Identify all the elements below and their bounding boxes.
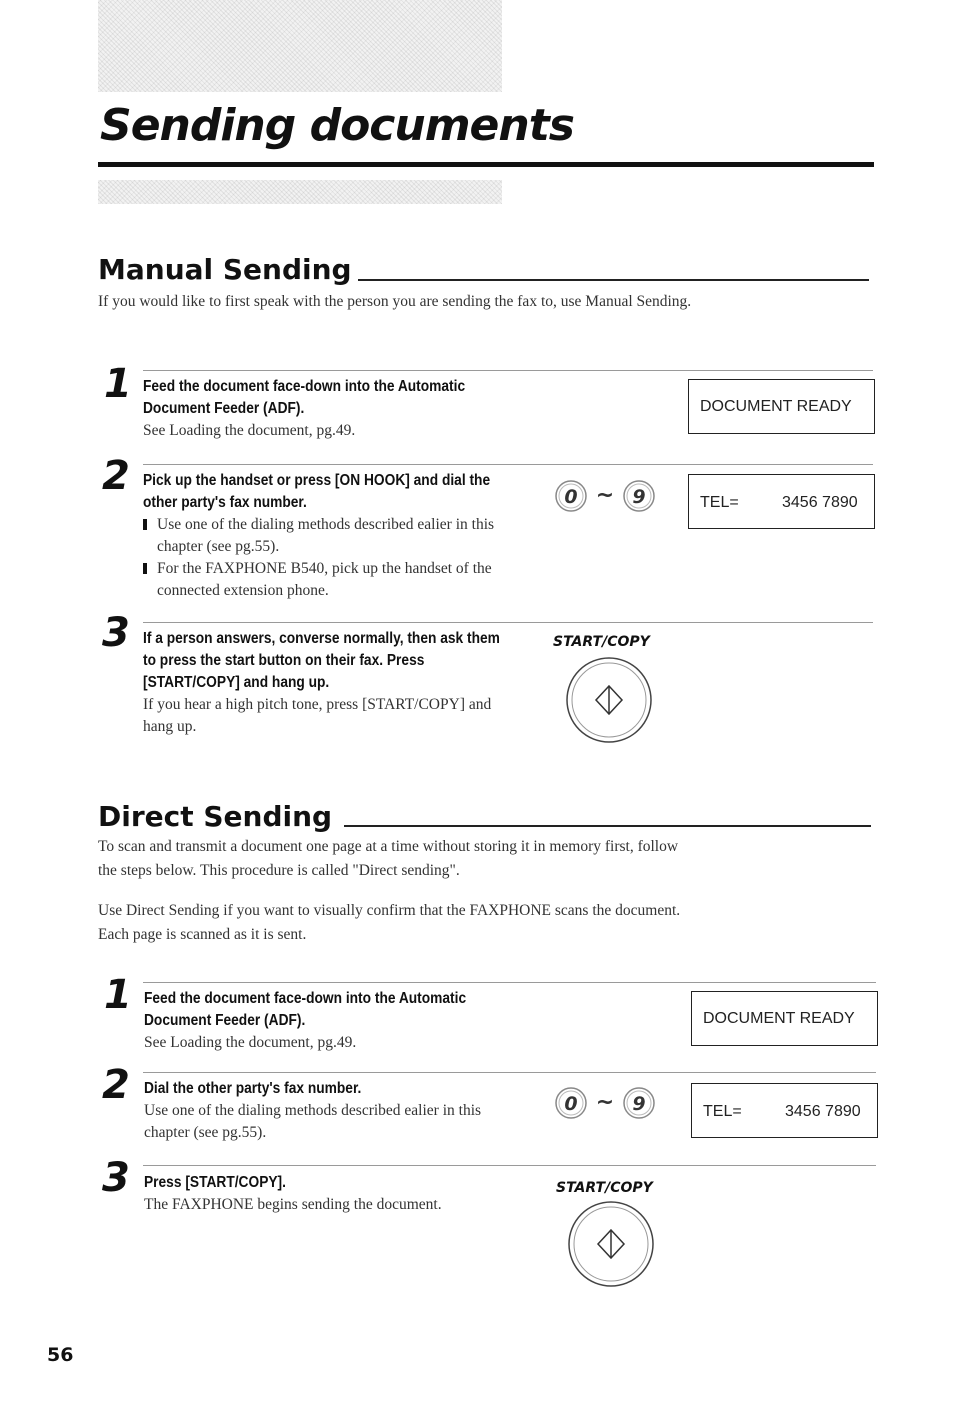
lcd-display-tel — [691, 1083, 878, 1138]
direct-step-3-title: Press [START/COPY]. — [144, 1174, 286, 1191]
direct-sending-heading: Direct Sending — [98, 800, 333, 833]
step-divider — [143, 1072, 876, 1073]
direct-step-2-body: Use one of the dialing methods described ealier in this chapter (see pg.55). — [144, 1102, 482, 1141]
bullet-mark — [143, 563, 147, 574]
lcd-display-tel — [688, 474, 875, 529]
manual-step-3-body: If you hear a high pitch tone, press [START/COPY] and hang up. — [143, 696, 492, 735]
key-0-label: 0 — [564, 1093, 578, 1115]
step-divider — [143, 622, 873, 623]
key-9-label: 9 — [632, 1093, 646, 1115]
manual-sending-heading: Manual Sending — [98, 253, 352, 286]
direct-step-2 — [144, 1078, 514, 1144]
manual-step-2-bullet-1: Use one of the dialing methods described ealier in this chapter (see pg.55). — [143, 514, 523, 558]
step-divider — [143, 464, 873, 465]
manual-step-1 — [143, 376, 553, 442]
manual-step-3-title: If a person answers, converse normally, then ask them to press the start button on their fax. Press [START/COPY] and hang up. — [143, 630, 500, 691]
manual-step-2 — [143, 470, 523, 602]
manual-step-1-title: Feed the document face-down into the Automatic Document Feeder (ADF). — [143, 378, 466, 417]
direct-step-3-body: The FAXPHONE begins sending the document. — [144, 1196, 442, 1213]
page-title: Sending documents — [100, 100, 574, 151]
key-9-label: 9 — [632, 486, 646, 508]
manual-step-3-number: 3 — [102, 610, 130, 656]
manual-step-2-title: Pick up the handset or press [ON HOOK] and dial the other party's fax number. — [143, 472, 491, 511]
direct-step-3-number: 3 — [102, 1155, 130, 1201]
manual-step-1-body: See Loading the document, pg.49. — [143, 422, 356, 439]
direct-step-1-body: See Loading the document, pg.49. — [144, 1034, 357, 1051]
direct-sending-rule — [344, 825, 871, 827]
direct-sending-intro-1: To scan and transmit a document one page at a time without storing it in memory first, follow the steps below. This procedure is called "Direct sending". — [98, 838, 679, 879]
key-0-label: 0 — [564, 486, 578, 508]
manual-step-2-bullet-2: For the FAXPHONE B540, pick up the handset of the connected extension phone. — [143, 558, 523, 602]
lcd-tel-label: TEL= — [700, 494, 739, 511]
key-range-tilde: ~ — [595, 1090, 615, 1115]
direct-sending-intro-2: Use Direct Sending if you want to visually confirm that the FAXPHONE scans the document. Each page is scanned as it is sent. — [98, 902, 681, 943]
lcd-tel-number: 3456 7890 — [782, 494, 858, 511]
header-texture-top — [98, 0, 502, 92]
bullet-mark — [143, 519, 147, 530]
page-number: 56 — [47, 1344, 74, 1366]
lcd-text: DOCUMENT READY — [703, 1010, 855, 1027]
step-divider — [143, 982, 876, 983]
manual-sending-rule — [358, 279, 869, 281]
header-texture-bottom — [98, 180, 502, 204]
number-keys-0-to-9-icon — [553, 476, 659, 521]
direct-step-3 — [144, 1172, 524, 1216]
start-copy-button-icon — [566, 1200, 656, 1293]
lcd-text: DOCUMENT READY — [700, 398, 852, 415]
title-rule — [98, 162, 874, 167]
direct-step-1-number: 1 — [104, 972, 132, 1018]
step-divider — [143, 1165, 876, 1166]
number-keys-0-to-9-icon — [553, 1083, 659, 1128]
step-divider — [143, 370, 873, 371]
manual-step-3 — [143, 628, 523, 738]
start-copy-button-icon — [564, 656, 654, 749]
lcd-tel-label: TEL= — [703, 1103, 742, 1120]
lcd-display-document-ready — [691, 991, 878, 1046]
direct-step-1-title: Feed the document face-down into the Automatic Document Feeder (ADF). — [144, 990, 467, 1029]
lcd-display-document-ready — [688, 379, 875, 434]
start-copy-label: START/COPY — [553, 634, 650, 650]
manual-sending-intro: If you would like to first speak with the person you are sending the fax to, use Manual Sending. — [98, 293, 692, 310]
manual-step-1-number: 1 — [104, 361, 132, 407]
direct-step-1 — [144, 988, 554, 1054]
start-copy-label: START/COPY — [556, 1180, 653, 1196]
lcd-tel-number: 3456 7890 — [785, 1103, 861, 1120]
direct-step-2-number: 2 — [102, 1062, 130, 1108]
manual-step-2-number: 2 — [102, 453, 130, 499]
direct-step-2-title: Dial the other party's fax number. — [144, 1080, 362, 1097]
key-range-tilde: ~ — [595, 483, 615, 508]
